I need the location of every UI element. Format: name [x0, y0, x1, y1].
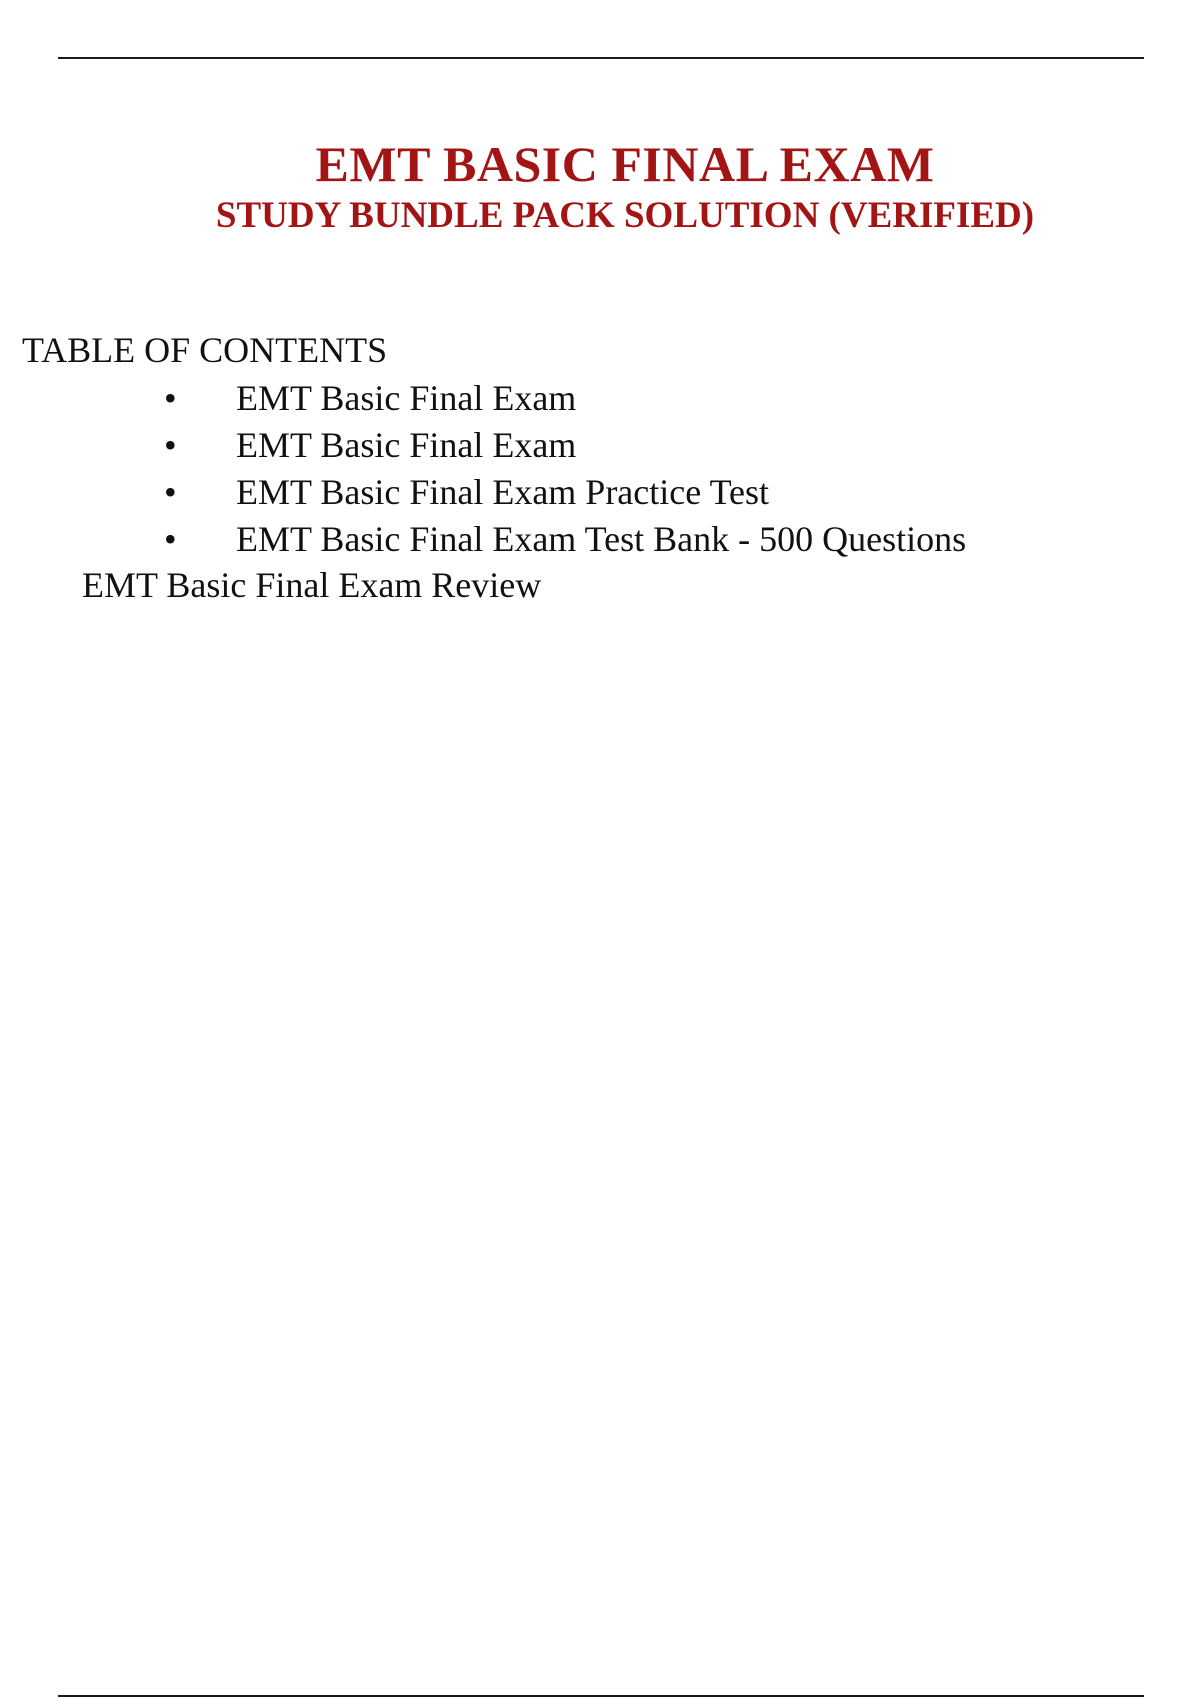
document-subtitle: STUDY BUNDLE PACK SOLUTION (VERIFIED)	[215, 195, 1035, 236]
bullet-icon: •	[164, 425, 177, 465]
bullet-icon: •	[164, 472, 177, 512]
top-rule	[58, 57, 1144, 59]
toc-trailing-item: EMT Basic Final Exam Review	[82, 565, 542, 605]
document-title: EMT BASIC FINAL EXAM	[315, 136, 935, 192]
toc-item-label: EMT Basic Final Exam	[236, 425, 577, 465]
bullet-icon: •	[164, 378, 177, 418]
bullet-icon: •	[164, 519, 177, 559]
title-block	[0, 136, 1200, 238]
toc-heading: TABLE OF CONTENTS	[22, 330, 388, 370]
toc-item-label: EMT Basic Final Exam Practice Test	[236, 472, 770, 512]
toc-item-label: EMT Basic Final Exam Test Bank - 500 Questions	[236, 519, 967, 559]
bottom-rule	[58, 1695, 1144, 1697]
toc-item-label: EMT Basic Final Exam	[236, 378, 577, 418]
